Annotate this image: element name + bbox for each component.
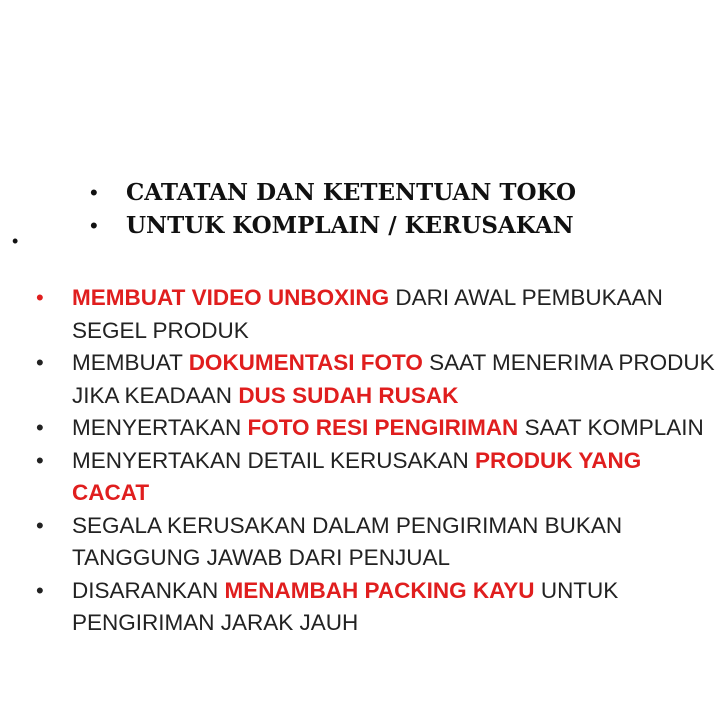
- heading-list: [90, 176, 576, 242]
- rule-highlight-text: PRODUK YANG CACAT: [72, 447, 642, 505]
- rule-item: [36, 347, 716, 412]
- rule-text: DARI AWAL PEMBUKAAN SEGEL PRODUK: [72, 285, 663, 343]
- bullet-icon: •: [90, 180, 98, 205]
- rule-item: [36, 445, 716, 510]
- rule-highlight-text: DUS SUDAH RUSAK: [238, 382, 459, 408]
- rule-item: [36, 282, 716, 347]
- rule-highlight-text: MENAMBAH PACKING KAYU: [224, 577, 535, 603]
- heading-text: UNTUK KOMPLAIN / KERUSAKAN: [126, 212, 574, 239]
- bullet-icon: •: [36, 512, 44, 538]
- heading-text: CATATAN DAN KETENTUAN TOKO: [126, 179, 576, 206]
- heading-line-2: [90, 209, 576, 242]
- bullet-icon: •: [36, 415, 44, 440]
- heading-line-1: [90, 176, 576, 209]
- rule-item: [36, 412, 716, 445]
- bullet-icon: •: [90, 213, 98, 238]
- bullet-icon: •: [36, 350, 44, 375]
- rule-text: DISARANKAN: [72, 577, 225, 603]
- rule-text: SAAT MENERIMA PRODUK JIKA KEADAAN: [72, 350, 715, 408]
- rule-item: [36, 510, 716, 575]
- stray-bullet-icon: •: [12, 231, 19, 251]
- rule-text: UNTUK PENGIRIMAN JARAK JAUH: [72, 577, 619, 635]
- rule-highlight-text: MEMBUAT VIDEO UNBOXING: [72, 285, 390, 310]
- bullet-icon: •: [36, 285, 44, 310]
- rule-highlight-text: DOKUMENTASI FOTO: [188, 350, 423, 375]
- rule-text: MENYERTAKAN DETAIL KERUSAKAN: [72, 447, 476, 473]
- bullet-icon: •: [36, 447, 44, 473]
- rule-text: MENYERTAKAN: [72, 415, 248, 440]
- rule-text: SEGALA KERUSAKAN DALAM PENGIRIMAN BUKAN TANGGUNG JAWAB DARI PENJUAL: [72, 512, 623, 570]
- rule-text: SAAT KOMPLAIN: [518, 415, 704, 440]
- rule-text: MEMBUAT: [72, 350, 189, 375]
- rules-list: [36, 282, 716, 640]
- bullet-icon: •: [36, 577, 44, 603]
- rule-item: [36, 575, 716, 640]
- rule-highlight-text: FOTO RESI PENGIRIMAN: [247, 415, 519, 440]
